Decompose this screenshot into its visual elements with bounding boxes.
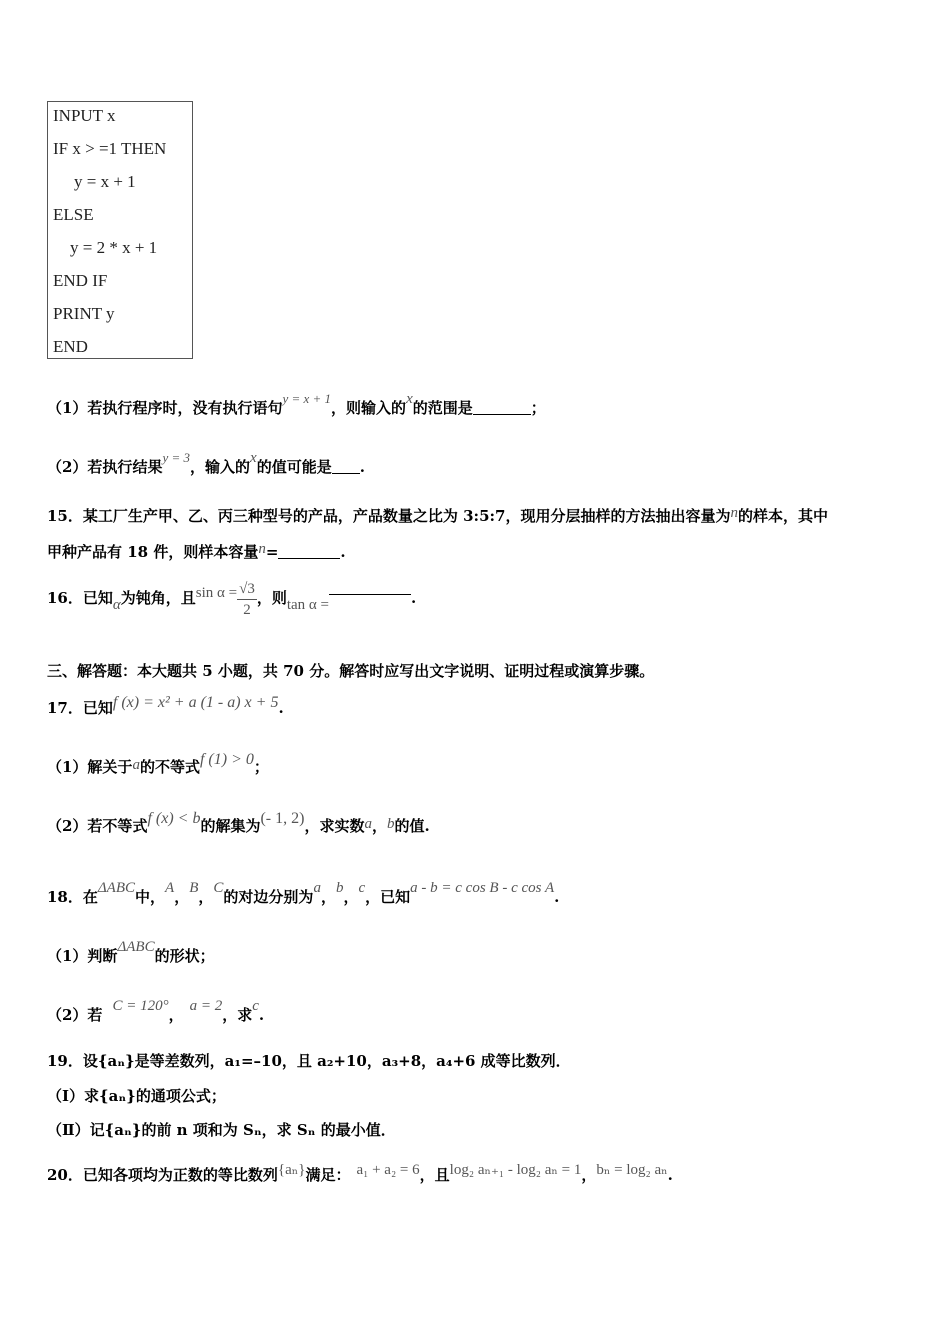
q15-line1-prefix: 15．某工厂生产甲、乙、丙三种型号的产品，产品数量之比为 3:5:7，现用分层抽样的方法抽出容量为 [47,507,731,525]
q18-stem: 18．在ΔABC中，A，B，C的对边分别为a，b，c，已知a - b = c cos B - c cos A. [47,880,560,906]
q20-mid1: 满足： [305,1166,351,1184]
q19-stem: 19．设{aₙ}是等差数列，a₁=–10，且 a₂+10，a₃+8，a₄+6 成等比数列． [47,1052,571,1070]
q17-part1 [47,751,269,777]
answer-blank [278,558,340,559]
q17-part2 [47,810,430,836]
q18-p2-prefix: （2）若 [47,1006,103,1024]
math-a-eq-2: a = 2 [189,998,223,1014]
math-y-eq-x-plus-1: y = x + 1 [282,391,332,406]
q14-p2-end: . [359,458,365,476]
q16-end: . [411,589,417,607]
q20-comma: ， [581,1166,597,1184]
math-tan-alpha: tan α = [286,597,329,613]
q18-part1 [47,939,215,966]
q17-p2-mid: 的解集为 [200,817,261,835]
math-var-n: n [730,505,738,521]
q19-part1: （Ⅰ）求{aₙ}的通项公式； [47,1087,226,1105]
q15-line1 [47,505,828,526]
math-angle-b: B [189,880,199,896]
q18-p1-prefix: （1）判断 [47,947,118,965]
q14-part2 [47,450,365,477]
q17-p2-prefix: （2）若不等式 [47,817,148,835]
math-var-x: x [250,450,257,466]
answer-blank [332,473,360,474]
code-line: PRINT y [53,304,115,323]
q17-p1-mid: 的不等式 [139,758,200,776]
q15-line2 [47,541,346,562]
q18-p1-suffix: 的形状； [154,947,215,965]
q15-line2-prefix: 甲种产品有 18 件，则样本容量 [47,543,259,561]
math-var-c: c [252,998,259,1014]
code-line: END IF [53,271,108,290]
math-equation: a - b = c cos B - c cos A [410,880,555,896]
fraction-numerator: √3 [237,579,257,600]
q18-mid2: 的对边分别为 [223,888,314,906]
math-triangle-abc: ΔABC [117,939,155,955]
q20-prefix: 20．已知各项均为正数的等比数列 [47,1166,278,1184]
q16-mid2: ，则 [256,589,287,607]
q17-end: . [278,699,284,717]
q18-p2-end: . [258,1006,265,1024]
q18-mid3: ，已知 [365,888,411,906]
q17-comma: ， [371,817,387,835]
math-c-eq-120: C = 120° [112,998,169,1014]
math-log-condition: log₂ aₙ₊₁ - log₂ aₙ = 1 [449,1162,582,1178]
q20-mid2: ，且 [419,1166,450,1184]
q17-p2-end: 的值. [394,817,430,835]
code-line: IF x > =1 THEN [53,139,167,158]
math-sin-alpha: sin α = [195,585,238,601]
math-angle-c: C [213,880,224,896]
q14-p2-prefix: （2）若执行结果 [47,458,163,476]
fraction-denominator: 2 [243,601,251,618]
q18-part2: （2）若 C = 120°， a = 2，求c. [47,998,265,1024]
code-line: y = 2 * x + 1 [70,238,158,257]
math-f-1-gt-0: f (1) > 0 [199,751,254,768]
math-f-x-lt-b: f (x) < b [147,810,201,827]
q14-p1-suffix: 的范围是 [412,399,473,417]
q15-line2-end: . [340,543,346,561]
q17-p2-mid2: ，求实数 [304,817,365,835]
q14-part1 [47,391,546,418]
section-3-title: 三、解答题：本大题共 5 小题，共 70 分。解答时应写出文字说明、证明过程或演算步骤。 [47,662,655,680]
code-line: INPUT x [53,106,116,125]
q14-p2-suffix: 的值可能是 [256,458,332,476]
math-var-b: b [386,816,395,832]
math-y-eq-3: y = 3 [162,450,190,465]
program-code-box [47,101,193,359]
q19-part2: （Ⅱ）记{aₙ}的前 n 项和为 Sₙ，求 Sₙ 的最小值． [47,1121,396,1139]
q17-p1-prefix: （1）解关于 [47,758,133,776]
q16-mid1: 为钝角，且 [120,589,196,607]
code-line: ELSE [53,205,94,224]
q17-p1-end: ； [253,758,269,776]
q18-mid1: 中， [135,888,166,906]
q20-stem [47,1164,673,1185]
fraction-sqrt3-over-2 [237,579,257,620]
q15-line1-suffix: 的样本，其中 [738,507,829,525]
math-var-n: n [258,541,266,557]
math-var-a: a [132,757,140,773]
code-line: y = x + 1 [74,172,136,191]
q17-stem [47,694,284,718]
q14-p1-mid: ，则输入的 [331,399,407,417]
code-line: END [53,337,88,356]
math-side-c: c [358,880,366,896]
math-interval: (- 1, 2) [260,810,305,827]
answer-blank [473,414,531,415]
math-side-a: a [313,880,321,896]
q15-line2-eq: = [265,543,279,561]
q16-prefix: 16．已知 [47,589,113,607]
q16 [47,573,416,623]
math-a1-plus-a2: a₁ + a₂ = 6 [356,1162,420,1178]
math-var-x: x [406,391,413,407]
math-alpha: α [112,597,121,613]
q18-end: . [554,888,560,906]
math-bn-def: bₙ = log₂ aₙ [596,1162,668,1178]
q17-prefix: 17．已知 [47,699,113,717]
q14-p2-mid: ，输入的 [190,458,251,476]
math-angle-a: A [165,880,175,896]
math-sequence-an: {aₙ} [277,1162,306,1178]
q20-end: . [667,1166,673,1184]
q14-p1-end: ； [530,399,546,417]
math-triangle-abc: ΔABC [97,880,136,896]
math-side-b: b [335,880,344,896]
math-var-a: a [364,816,372,832]
math-f-of-x: f (x) = x² + a (1 - a) x + 5 [112,694,279,711]
q14-p1-prefix: （1）若执行程序时，没有执行语句 [47,399,283,417]
q18-prefix: 18．在 [47,888,98,906]
q18-p2-mid: ，求 [222,1006,253,1024]
answer-blank [329,594,411,595]
